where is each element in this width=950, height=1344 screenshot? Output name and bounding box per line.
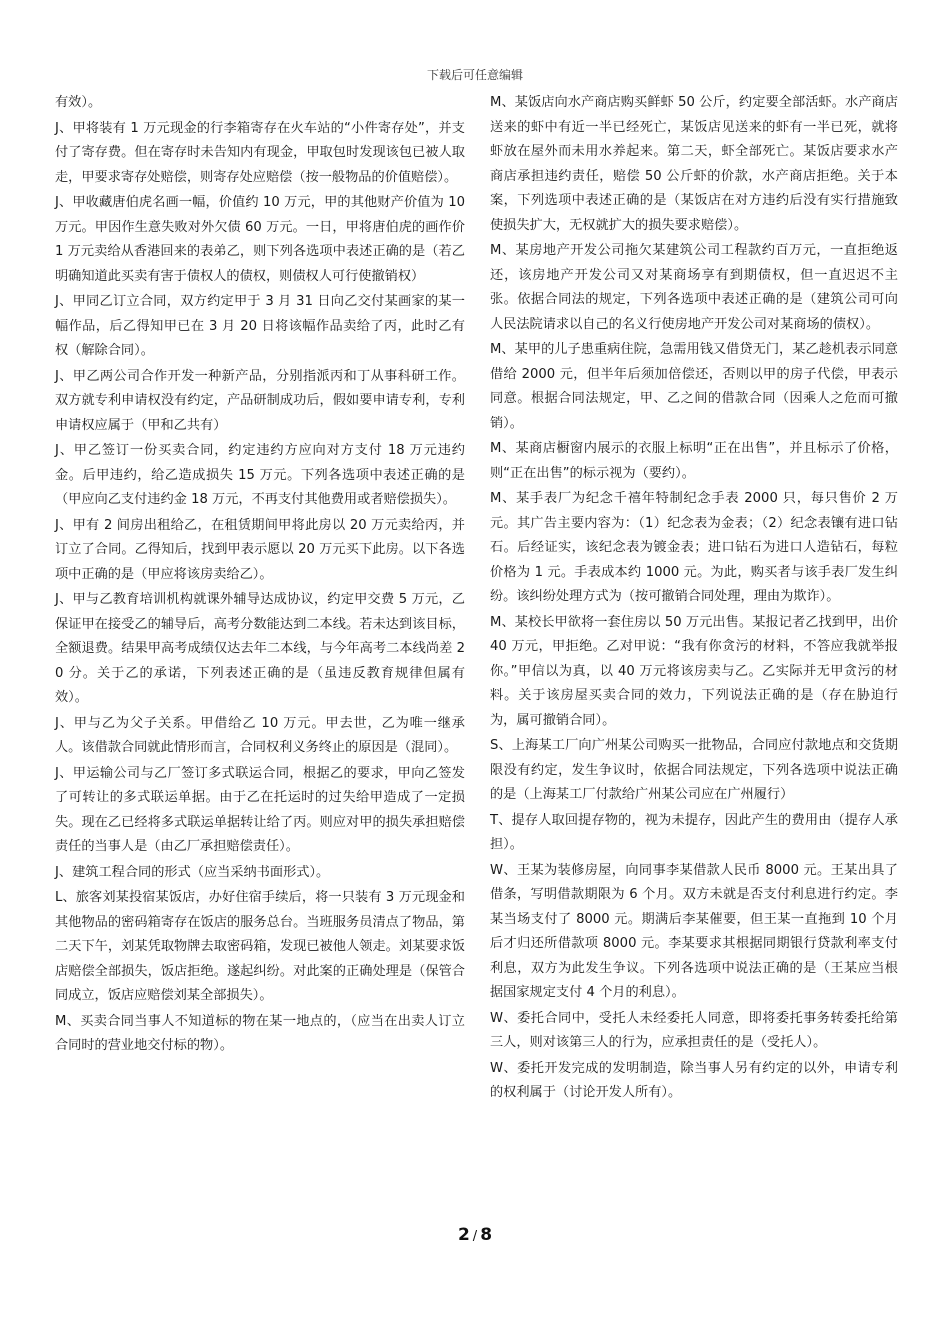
paragraph: M、买卖合同当事人不知道标的物在某一地点的，（应当在出卖人订立合同时的营业地交付标的物）。 bbox=[55, 1013, 465, 1053]
paragraph: W、委托开发完成的发明制造，除当事人另有约定的以外，申请专利的权利属于（讨论开发人所有）。 bbox=[490, 1060, 898, 1100]
paragraph: M、某商店橱窗内展示的衣服上标明“正在出售”，并且标示了价格，则“正在出售”的标示视为（要约）。 bbox=[490, 441, 898, 481]
paragraph: J、甲乙两公司合作开发一种新产品，分别指派丙和丁从事科研工作。双方就专利申请权没有约定，产品研制成功后，假如要申请专利，专利申请权应属于（甲和乙共有） bbox=[55, 368, 465, 433]
paragraph: J、甲与乙教育培训机构就课外辅导达成协议，约定甲交费 5 万元，乙保证甲在接受乙的辅导后，高考分数能达到二本线。若未达到该目标，全额退费。结果甲高考成绩仅达去年二本线，与今年高考二本线尚差 20 分。关于乙的承诺，下列表述正确的是（虽违反教育规律但属有效）。 bbox=[55, 592, 465, 705]
paragraph: J、甲将装有 1 万元现金的行李箱寄存在火车站的“小件寄存处”，并支付了寄存费。但在寄存时未告知内有现金，甲取包时发现该包已被人取走，甲要求寄存处赔偿，则寄存处应赔偿（按一般物品的价值赔偿）。 bbox=[55, 120, 465, 185]
paragraph: M、某手表厂为纪念千禧年特制纪念手表 2000 只，每只售价 2 万元。其广告主要内容为：（1）纪念表为金表；（2）纪念表镶有进口钻石。后经证实，该纪念表为镀金表；进口钻石为进口人造钻石，每粒价格为 1 元。手表成本约 1000 元。为此，购买者与该手表厂发生纠纷。该纠纷处理方式为（按可撤销合同处理，理由为欺诈）。 bbox=[490, 491, 898, 604]
left-column bbox=[55, 91, 465, 1060]
paragraph: J、甲有 2 间房出租给乙，在租赁期间甲将此房以 20 万元卖给丙，并订立了合同。乙得知后，找到甲表示愿以 20 万元买下此房。以下各选项中正确的是（甲应将该房卖给乙）。 bbox=[55, 517, 465, 582]
page-header: 下载后可任意编辑 bbox=[426, 68, 523, 82]
paragraph: M、某饭店向水产商店购买鲜虾 50 公斤，约定要全部活虾。水产商店送来的虾中有近一半已经死亡，某饭店见送来的虾有一半已死，就将虾放在屋外而未用水养起来。第二天，虾全部死亡。某饭店要求水产商店承担违约责任，赔偿 50 公斤虾的价款，水产商店拒绝。关于本案，下列选项中表述正确的是（某饭店在对方违约后没有实行措施致使损失扩大，无权就扩大的损失要求赔偿）。 bbox=[490, 95, 898, 233]
current-page: 2 bbox=[457, 1225, 470, 1245]
paragraph: J、甲与乙为父子关系。甲借给乙 10 万元。甲去世，乙为唯一继承人。该借款合同就此情形而言，合同权利义务终止的原因是（混同）。 bbox=[55, 715, 465, 755]
paragraph: S、上海某工厂向广州某公司购买一批物品，合同应付款地点和交货期限没有约定，发生争议时，依据合同法规定，下列各选项中说法正确的是（上海某工厂付款给广州某公司应在广州履行） bbox=[490, 738, 898, 802]
paragraph: W、王某为装修房屋，向同事李某借款人民币 8000 元。王某出具了借条，写明借款期限为 6 个月。双方未就是否支付利息进行约定。李某当场支付了 8000 元。期满后李某催要，但王某一直拖到 10 个月后才归还所借款项 8000 元。李某要求其根据同期银行贷款利率支付利息，双方为此发生争议。下列各选项中说法正确的是（王某应当根据国家规定支付 4 个月的利息）。 bbox=[490, 862, 898, 1000]
paragraph: J、甲运输公司与乙厂签订多式联运合同，根据乙的要求，甲向乙签发了可转让的多式联运单据。由于乙在托运时的过失给甲造成了一定损失。现在乙已经将多式联运单据转让给了丙。则应对甲的损失承担赔偿责任的当事人是（由乙厂承担赔偿责任）。 bbox=[55, 765, 465, 854]
paragraph: M、某甲的儿子患重病住院，急需用钱又借贷无门，某乙趁机表示同意借给 2000 元，但半年后须加倍偿还，否则以甲的房子代偿，甲表示同意。根据合同法规定，甲、乙之间的借款合同（因乘人之危而可撤销）。 bbox=[490, 342, 898, 431]
paragraph: 有效）。 bbox=[55, 95, 102, 110]
paragraph: J、甲同乙订立合同，双方约定甲于 3 月 31 日向乙交付某画家的某一幅作品，后乙得知甲已在 3 月 20 日将该幅作品卖给了丙，此时乙有权（解除合同）。 bbox=[55, 294, 465, 358]
paragraph: J、甲收藏唐伯虎名画一幅，价值约 10 万元，甲的其他财产价值为 10 万元。甲因作生意失败对外欠债 60 万元。一日，甲将唐伯虎的画作价 1 万元卖给从香港回来的表弟乙，则下列各选项中表述正确的是（若乙明确知道此买卖有害于债权人的债权，则债权人可行使撤销权） bbox=[55, 195, 465, 284]
paragraph: M、某校长甲欲将一套住房以 50 万元出售。某报记者乙找到甲，出价 40 万元，甲拒绝。乙对甲说：“我有你贪污的材料，不答应我就举报你。”甲信以为真，以 40 万元将该房卖与乙。乙实际并无甲贪污的材料。关于该房屋买卖合同的效力，下列说法正确的是（存在胁迫行为，属可撤销合同）。 bbox=[490, 614, 898, 728]
paragraph: W、委托合同中，受托人未经委托人同意，即将委托事务转委托给第三人，则对该第三人的行为，应承担责任的是（受托人）。 bbox=[490, 1010, 898, 1050]
paragraph: L、旅客刘某投宿某饭店，办好住宿手续后，将一只装有 3 万元现金和其他物品的密码箱寄存在饭店的服务总台。当班服务员清点了物品，第二天下午，刘某凭取物牌去取密码箱，发现已被他人领走。刘某要求饭店赔偿全部损失，饭店拒绝。遂起纠纷。对此案的正确处理是（保管合同成立，饭店应赔偿刘某全部损失）。 bbox=[55, 890, 465, 1003]
paragraph: T、提存人取回提存物的，视为未提存，因此产生的费用由（提存人承担）。 bbox=[490, 812, 898, 852]
page-number bbox=[0, 1225, 950, 1245]
total-pages: 8 bbox=[480, 1225, 493, 1245]
paragraph: J、甲乙签订一份买卖合同，约定违约方应向对方支付 18 万元违约金。后甲违约，给乙造成损失 15 万元。下列各选项中表述正确的是（甲应向乙支付违约金 18 万元，不再支付其他费用或者赔偿损失）。 bbox=[55, 443, 465, 507]
right-column bbox=[490, 91, 898, 1107]
paragraph: M、某房地产开发公司拖欠某建筑公司工程款约百万元，一直拒绝返还，该房地产开发公司又对某商场享有到期债权，但一直迟迟不主张。依据合同法的规定，下列各选项中表述正确的是（建筑公司可向人民法院请求以自己的名义行使房地产开发公司对某商场的债权）。 bbox=[490, 243, 898, 332]
page-separator: / bbox=[472, 1229, 478, 1244]
paragraph: J、建筑工程合同的形式（应当采纳书面形式）。 bbox=[55, 864, 330, 880]
